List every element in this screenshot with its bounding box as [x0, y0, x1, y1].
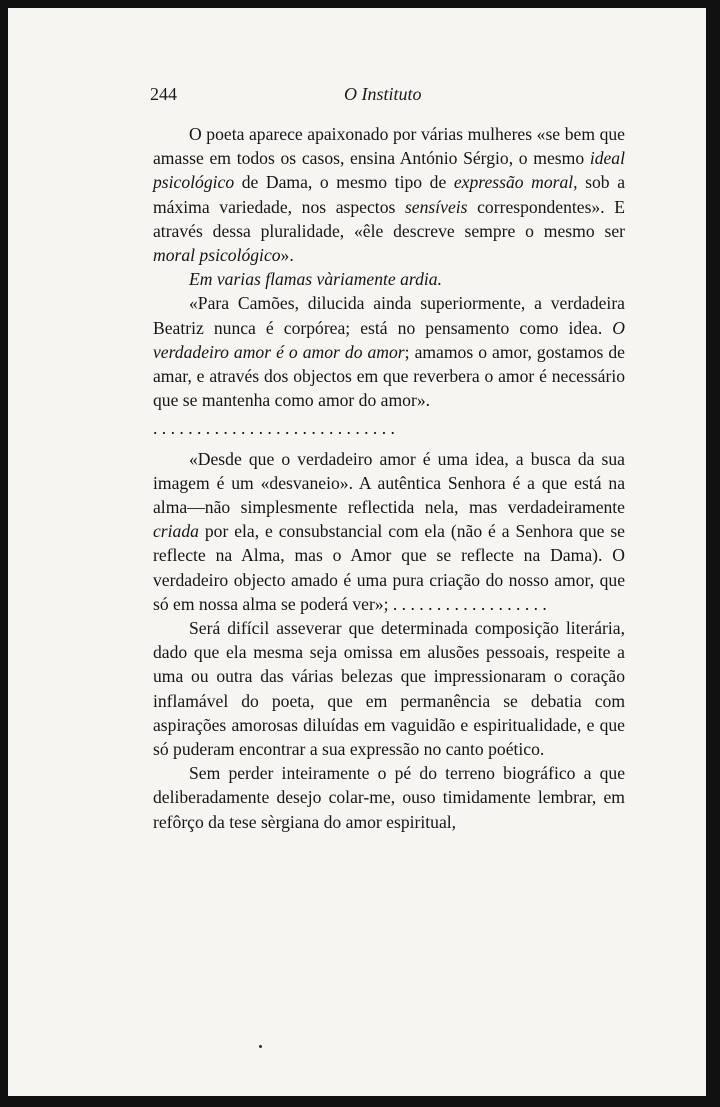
page-number: 244 [150, 84, 177, 104]
paragraph-5: Sem perder inteiramente o pé do terreno biográfico a que deliberadamente desejo colar-me, ouso timidamente lembrar, em refôrço da tese sèrgiana do amor espiritual, [153, 763, 625, 832]
verse-quote: Em varias flamas vàriamente ardia. [189, 269, 442, 290]
paragraph-3: «Desde que o verdadeiro amor é uma idea, a busca da sua imagem é um «desvaneio». A autêntica Senhora é a que está na alma—não simplesmente reflectida nela, mas verdadeiramente criada por ela, e consubstancial com ela (não é a Senhora que se reflecte na Alma, mas o Amor que se reflecte na Dama). O verdadeiro objecto amado é uma pura criação do nosso amor, que só em nossa alma se poderá ver»; . . . . . . . . . . . . . . . . . . [153, 448, 625, 614]
paragraph-2: «Para Camões, dilucida ainda superiormente, a verdadeira Beatriz nunca é corpórea; está no pensamento como idea. O verdadeiro amor é o amor do amor; amamos o amor, gostamos de amar, e através dos objectos em que reverbera o amor é necessário que se mantenha como amor do amor». [153, 293, 625, 411]
page-header [8, 78, 706, 104]
paragraph-4: Será difícil asseverar que determinada composição literária, dado que ela mesma seja omissa em alusões pessoais, respeite a uma ou outra das várias belezas que impressionaram o coração inflamável do poeta, que em permanência se debatia com aspirações amorosas diluídas em vaguidão e espiritualidade, e que só puderam encontrar a sua expressão no canto poético. [153, 618, 625, 760]
paragraph-1: O poeta aparece apaixonado por várias mulheres «se bem que amasse em todos os casos, ensina António Sérgio, o mesmo ideal psicológico de Dama, o mesmo tipo de expressão moral, sob a máxima variedade, nos aspectos sensíveis correspondentes». E através dessa pluralidade, «êle descreve sempre o mesmo ser moral psicológico». [153, 124, 625, 266]
ink-speck [259, 1045, 262, 1048]
body-text [153, 122, 625, 834]
ellipsis-line: . . . . . . . . . . . . . . . . . . . . . . . . . . . . [153, 418, 395, 439]
book-page [8, 8, 706, 1096]
running-title: O Instituto [344, 84, 422, 104]
